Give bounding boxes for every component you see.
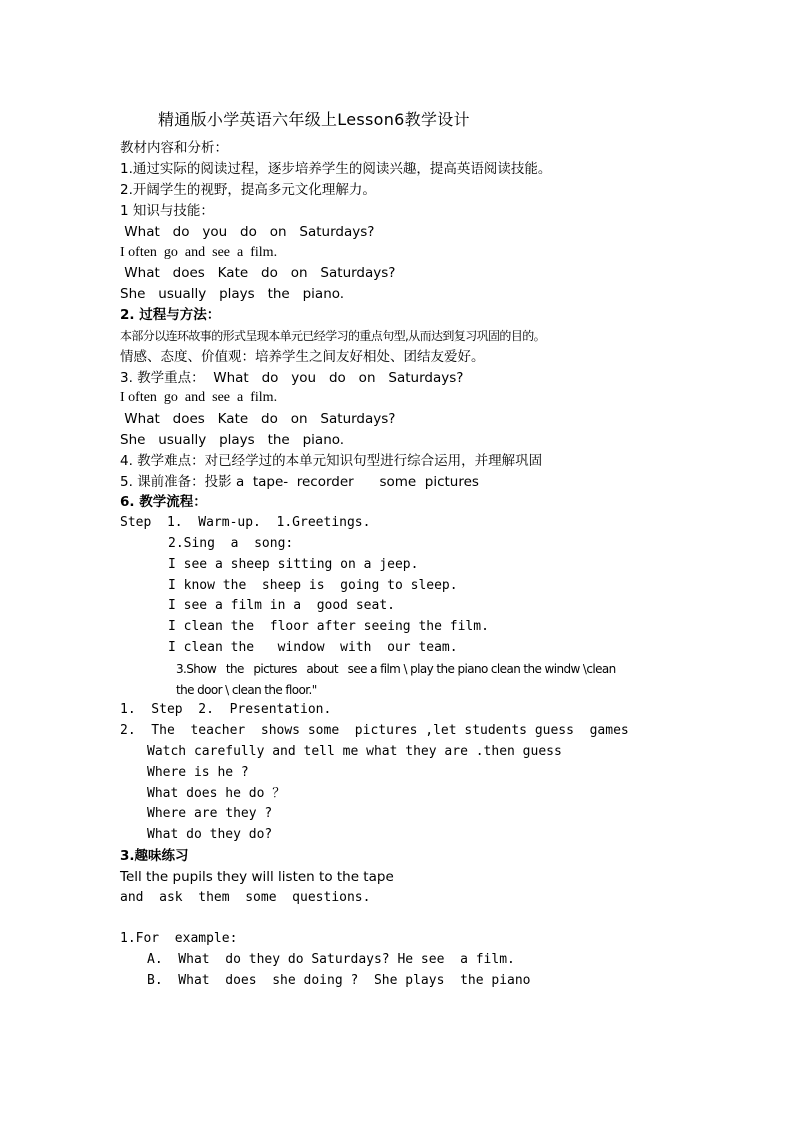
text-line: 1.通过实际的阅读过程，逐步培养学生的阅读兴趣，提高英语阅读技能。	[120, 161, 552, 177]
text-line: 4. 教学难点：对已经学过的本单元知识句型进行综合运用，并理解巩固	[120, 453, 543, 469]
section-heading: 2. 过程与方法：	[120, 307, 221, 323]
text-line: Step 1. Warm-up. 1.Greetings.	[120, 515, 371, 530]
section-heading: 教材内容和分析：	[120, 140, 228, 156]
text-line: She usually plays the piano.	[120, 432, 345, 448]
text-line: 情感、态度、价值观：培养学生之间友好相处、团结友爱好。	[120, 349, 485, 365]
text-line: What do you do on Saturdays?	[120, 224, 375, 240]
text-line: A. What do they do Saturdays? He see a film.	[147, 952, 515, 967]
text-line: What does he do ？	[147, 786, 286, 801]
text-line: 2.Sing a song:	[168, 536, 294, 551]
text-line: I clean the window with our team.	[168, 640, 458, 655]
text-line: What does Kate do on Saturdays?	[120, 411, 396, 427]
text-line: What do they do?	[147, 827, 273, 842]
text-line: 2.开阔学生的视野，提高多元文化理解力。	[120, 182, 376, 198]
text-line: Watch carefully and tell me what they are .then guess	[147, 744, 562, 759]
section-heading: 1 知识与技能：	[120, 203, 214, 219]
text-line: 1. Step 2. Presentation.	[120, 702, 332, 717]
section-heading: 3.趣味练习	[120, 848, 189, 864]
text-line: I often go and see a film.	[120, 390, 278, 405]
text-line: What does Kate do on Saturdays?	[120, 265, 396, 281]
text-line: B. What does she doing ? She plays the piano	[147, 973, 531, 988]
text-line: Tell the pupils they will listen to the tape	[120, 869, 394, 885]
text-line: Where is he ?	[147, 765, 249, 780]
text-line: 3. 教学重点： What do you do on Saturdays?	[120, 370, 464, 386]
text-line: 2. The teacher shows some pictures ,let students guess games	[120, 723, 629, 738]
text-line: I often go and see a film.	[120, 245, 278, 260]
text-line: Where are they ?	[147, 806, 273, 821]
text-line: and ask them some questions.	[120, 890, 371, 905]
text-line: She usually plays the piano.	[120, 286, 345, 302]
document-title: 精通版小学英语六年级上Lesson6教学设计	[158, 110, 470, 129]
text-line: I see a sheep sitting on a jeep.	[168, 557, 419, 572]
text-line: I clean the floor after seeing the film.	[168, 619, 489, 634]
text-line: I know the sheep is going to sleep.	[168, 578, 458, 593]
text-line: I see a film in a good seat.	[168, 598, 395, 613]
section-heading: 6. 教学流程：	[120, 494, 207, 510]
text-line: 5. 课前准备：投影 a tape- recorder some pictures	[120, 474, 479, 490]
text-line: 1.For example:	[120, 931, 238, 946]
text-line: the door \ clean the floor."	[176, 683, 317, 697]
text-line: 本部分以连环故事的形式呈现本单元已经学习的重点句型,从而达到复习巩固的目的。	[120, 329, 546, 343]
text-line: 3.Show the pictures about see a film \ play the piano clean the windw \clean	[176, 662, 616, 676]
